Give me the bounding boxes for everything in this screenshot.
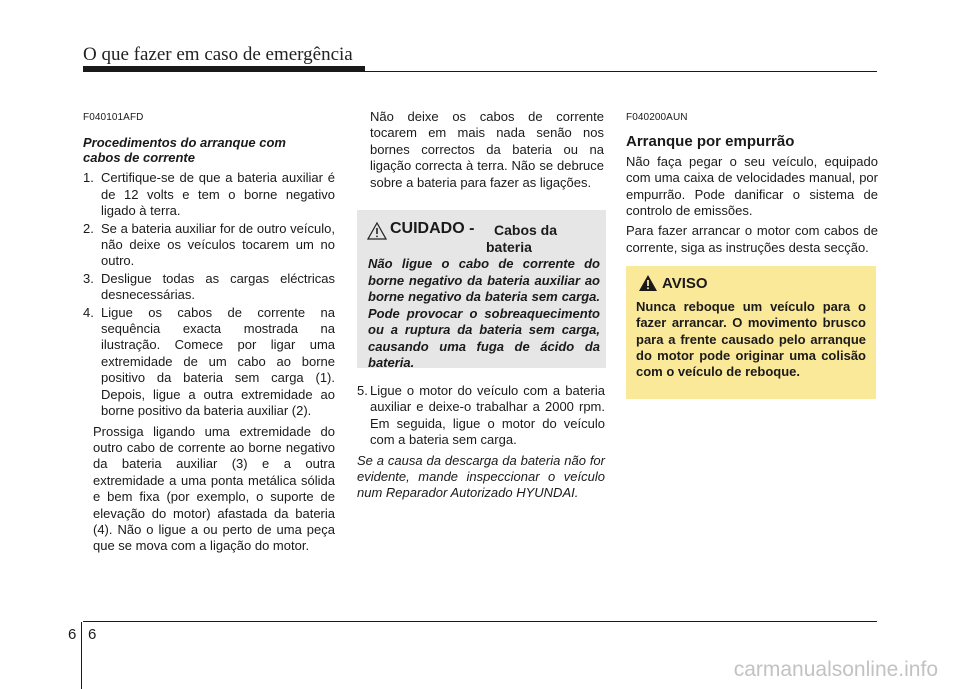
step-number: 5.: [357, 383, 368, 398]
step-number: 2.: [83, 220, 94, 236]
footer-divider: [81, 622, 82, 689]
step-item: [83, 221, 335, 270]
body-paragraph: Prossiga ligando uma extremidade do outro cabo de corrente ao borne negativo da bateria auxiliar (3) e a outra extremidade a uma ponta metálica sólida e bem fixa (por exemplo, o suporte de elevação do motor) afastada da bateria (4). Não o ligue a ou perto de uma peça que se mova com a ligação do motor.: [93, 423, 335, 554]
step-item: [83, 305, 335, 420]
step-number: 1.: [83, 170, 94, 186]
subsection-title: [83, 135, 335, 165]
watermark: carmanualsonline.info: [733, 658, 938, 681]
step-number: 3.: [83, 270, 94, 286]
warning-box: [626, 266, 876, 399]
caution-label: CUIDADO -: [390, 220, 475, 237]
step-text: Certifique-se de que a bateria auxiliar é de 12 volts e tem o borne negativo ligado à terra.: [101, 170, 335, 219]
warning-triangle-filled-icon: [638, 274, 658, 292]
warning-label: AVISO: [662, 275, 708, 292]
column-3: [626, 110, 878, 256]
step-item: [83, 271, 335, 304]
step-text: Ligue o motor do veículo com a bateria auxiliar e deixe-o trabalhar a 2000 rpm. Em seguida, ligue o motor do veículo com a bateria sem carga.: [370, 383, 605, 448]
warning-triangle-outline-icon: [367, 222, 387, 240]
section-heading: Arranque por empurrão: [626, 133, 795, 151]
page-section-number: 6: [68, 626, 77, 643]
reference-code: F040101AFD: [83, 112, 144, 123]
step-number: 4.: [83, 304, 94, 320]
caution-subject-line-2: bateria: [486, 239, 532, 255]
step-item: [357, 383, 605, 449]
column-2-lower: [357, 383, 605, 502]
caution-box: [357, 210, 606, 368]
steps-list: [83, 170, 335, 419]
footer-rule: [83, 621, 877, 622]
section-title: O que fazer em caso de emergência: [83, 44, 353, 65]
caution-text: Não ligue o cabo de corrente do borne negativo da bateria auxiliar ao borne negativo da bateria sem carga. Pode provocar o sobreaquecimento ou a ruptura da bateria sem carga, causando uma fuga de ácido da bateria.: [368, 256, 600, 370]
warning-text: Nunca reboque um veículo para o fazer arrancar. O movimento brusco para a frente causado pelo arranque do motor pode originar uma colisão com o veículo de reboque.: [636, 299, 866, 380]
page-number: 6: [88, 626, 97, 643]
body-paragraph: Não faça pegar o seu veículo, equipado com uma caixa de velocidades manual, por empurrão. Pode danificar o sistema de controlo de emissões.: [626, 153, 878, 219]
subsection-title-line-2: cabos de corrente: [83, 150, 195, 166]
column-1: [83, 110, 335, 555]
step-text: Desligue todas as cargas eléctricas desnecessárias.: [101, 270, 335, 303]
header-rule: [83, 71, 877, 72]
reference-code: F040200AUN: [626, 112, 688, 123]
step-item: [83, 170, 335, 219]
intro-paragraph: Não deixe os cabos de corrente tocarem em mais nada senão nos bornes correctos da bateria ou na ligação correcta à terra. Não se debruce sobre a bateria para fazer as ligações.: [370, 109, 604, 190]
body-paragraph: Para fazer arrancar o motor com cabos de corrente, siga as instruções desta secção.: [626, 223, 878, 255]
step-text: Ligue os cabos de corrente na sequência exacta mostrada na ilustração. Comece por ligar uma extremidade de um cabo ao borne positivo da bateria sem carga (1). Depois, ligue a outra extremidade ao borne positivo da bateria auxiliar (2).: [101, 304, 335, 419]
italic-note: Se a causa da descarga da bateria não for evidente, mande inspeccionar o veículo num Reparador Autorizado HYUNDAI.: [357, 452, 605, 501]
subsection-title-line-1: Procedimentos do arranque com: [83, 135, 286, 151]
step-text: Se a bateria auxiliar for de outro veículo, não deixe os veículos tocarem um no outro.: [101, 220, 335, 269]
caution-subject-line-1: Cabos da: [494, 222, 558, 238]
